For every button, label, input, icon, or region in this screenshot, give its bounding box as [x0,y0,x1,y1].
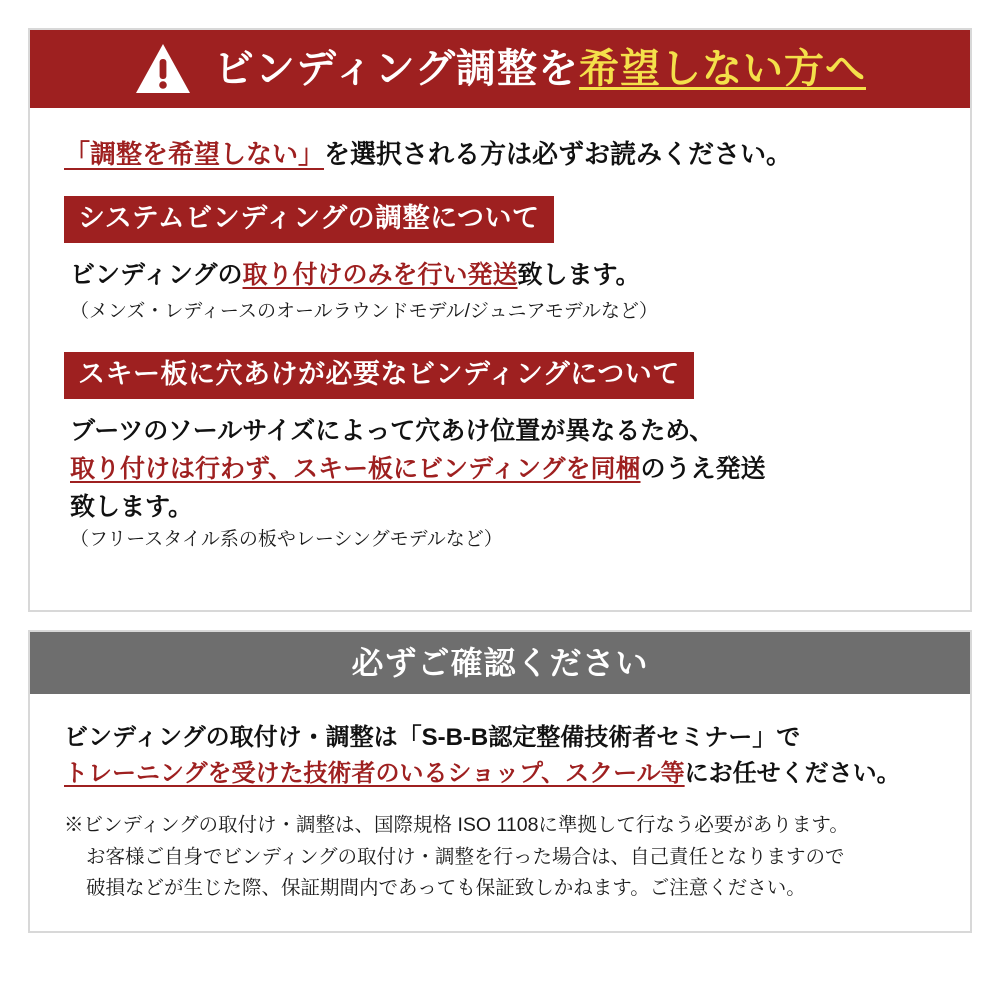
section2-note-3: 破損などが生じた際、保証期間内であっても保証致しかねます。ご注意ください。 [86,877,806,900]
block1-text-post: 致します。 [517,260,641,289]
block1-paragraph [70,257,936,293]
warning-triangle-icon [134,42,192,96]
block2-line2-post: のうえ発送 [640,454,766,483]
block-drilling-binding [64,352,936,554]
section2-title: 必ずご確認ください [351,645,649,682]
lead-underlined: 「調整を希望しない」 [64,139,325,169]
section1-title [214,49,866,89]
section2-note-1: ※ビンディングの取付け・調整は、国際規格 ISO 1108に準拠して行なう必要があります。 [64,814,849,837]
section2-note-2: お客様ご自身でビンディングの取付け・調整を行った場合は、自己責任となりますので [86,845,845,868]
block2-title: スキー板に穴あけが必要なビンディングについて [64,352,694,399]
block2-line1: ブーツのソールサイズによって穴あけ位置が異なるため、 [70,416,715,445]
section2-line2-post: にお任せください。 [684,760,901,788]
block1-text-underline: 取り付けのみを行い発送 [242,260,518,289]
section2-header [30,632,970,694]
lead-rest: を選択される方は必ずお読みください。 [324,139,793,169]
block2-line2 [70,451,936,487]
block2-line3: 致します。 [70,493,194,522]
binding-adjustment-panel [28,28,972,612]
block-system-binding [64,196,936,326]
block2-note: （フリースタイル系の板やレーシングモデルなど） [70,529,503,551]
block1-note: （メンズ・レディースのオールラウンドモデル/ジュニアモデルなど） [70,301,658,323]
block1-title: システムビンディングの調整について [64,196,554,243]
section2-body [30,694,970,931]
block1-text-pre: ビンディングの [70,260,243,289]
section1-body [30,108,970,610]
section1-title-prefix: ビンディング調整を [214,47,579,91]
section2-line2-underline: トレーニングを受けた技術者のいるショップ、スクール等 [64,760,685,788]
section1-title-highlight: 希望しない方へ [579,47,866,91]
lead-text [64,138,936,172]
section1-header [30,30,970,108]
section2-notes [64,810,936,905]
confirmation-panel [28,630,972,933]
block2-line2-underline: 取り付けは行わず、スキー板にビンディングを同梱 [70,454,641,483]
section2-line1: ビンディングの取付け・調整は「S-B-B認定整備技術者セミナー」で [64,724,801,752]
section2-line2 [64,756,936,792]
